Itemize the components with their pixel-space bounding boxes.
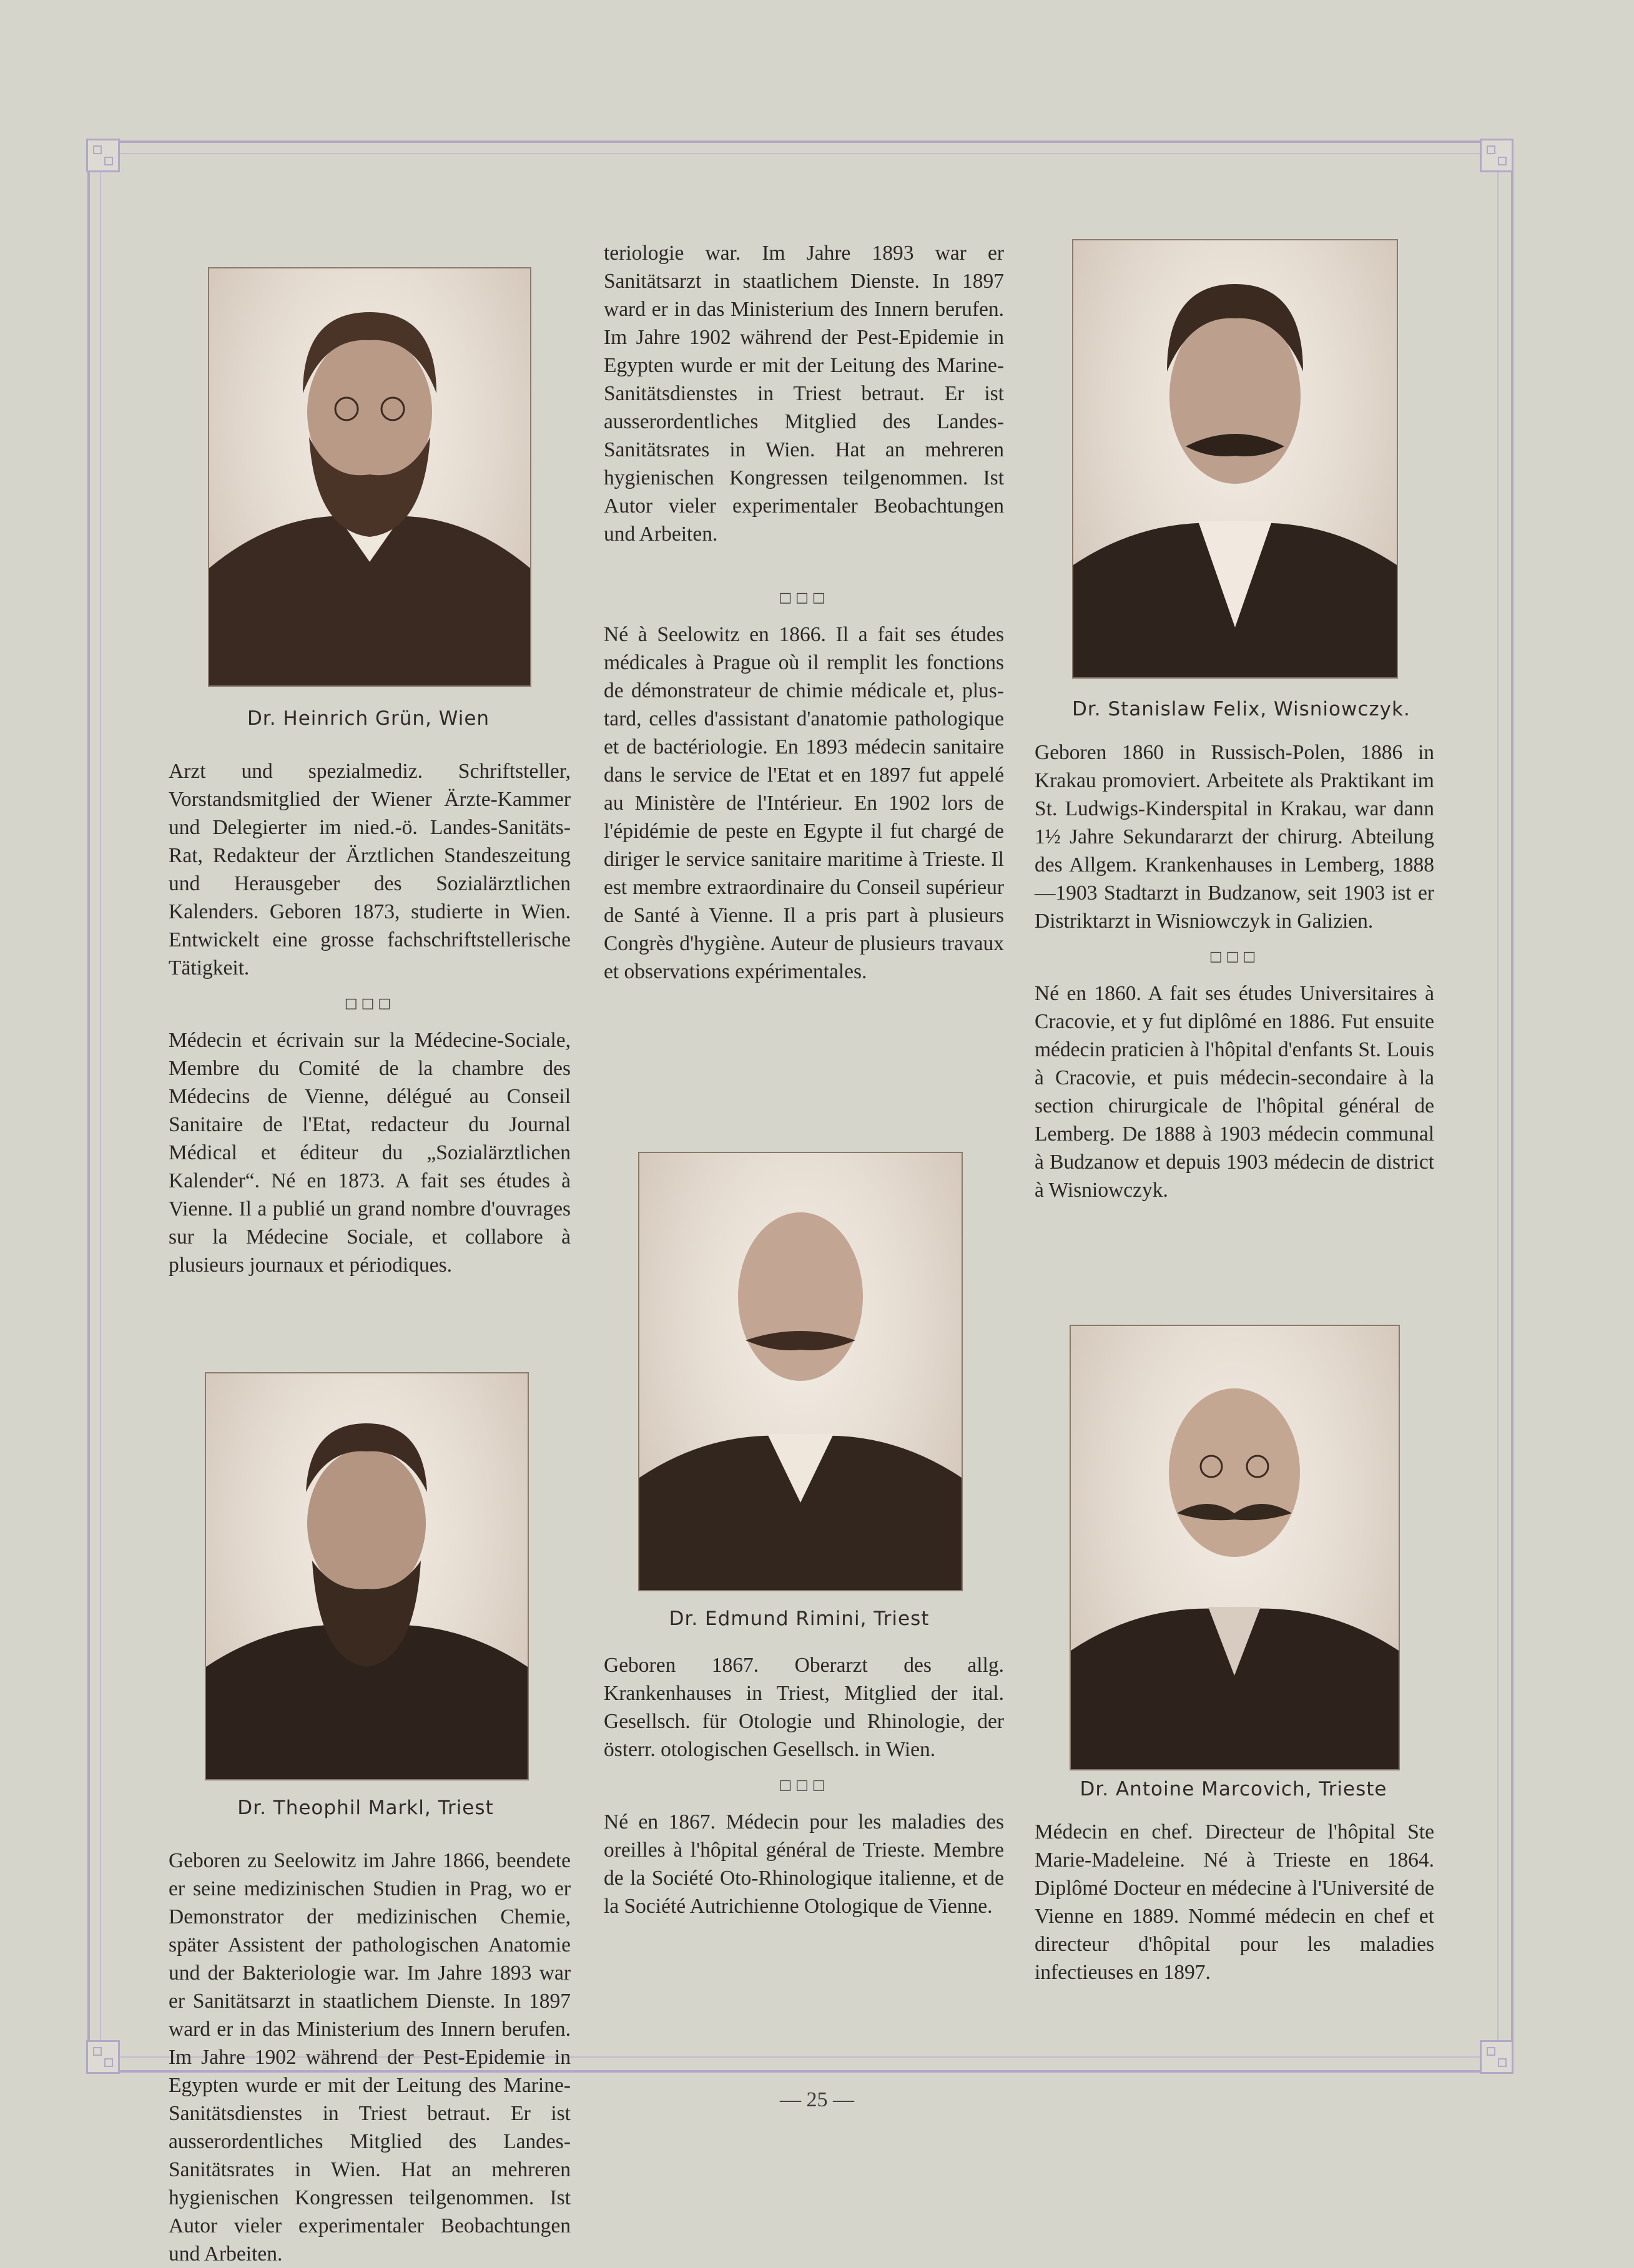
frame-corner-ornament xyxy=(1480,2040,1513,2074)
frame-corner-ornament xyxy=(86,139,120,172)
portrait-caption-rimini: Dr. Edmund Rimini, Triest xyxy=(669,1608,930,1630)
biography-felix xyxy=(1035,739,1434,1204)
biography-marcovich-french: Médecin en chef. Directeur de l'hôpital Ste Marie-Madeleine. Né à Trieste en 1864. Diplômé Docteur en médecine à l'Université de Vienne en 1889. Nommé médecin en chef et directeur d'hôpital pour les maladies infectieuses en 1897. xyxy=(1035,1820,1434,1984)
biography-markl-part2 xyxy=(604,239,1004,986)
frame-corner-ornament xyxy=(86,2040,120,2074)
biography-gruen xyxy=(169,757,571,1279)
portrait-photo-markl xyxy=(205,1372,529,1780)
biography-markl-german-continued: teriologie war. Im Jahre 1893 war er Sanitätsarzt in staatlichem Dienste. In 1897 ward er in das Ministerium des Innern berufen. Im Jahre 1902 während der Pest-Epidemie in Egypten wurde er mit der Leitung des Marine-Sanitätsdienstes in Triest betraut. Er ist ausserordentliches Mitglied des Landes-Sanitätsrates in Wien. Hat an mehreren hygienischen Kongressen teilgenommen. Ist Autor vieler experimentaler Beobachtungen und Arbeiten. xyxy=(604,242,1004,546)
portrait-photo-marcovich xyxy=(1070,1325,1400,1770)
biography-marcovich xyxy=(1035,1818,1434,1986)
portrait-photo-rimini xyxy=(638,1152,963,1591)
portrait-caption-markl: Dr. Theophil Markl, Triest xyxy=(237,1797,494,1819)
section-separator: □□□ xyxy=(779,1777,829,1793)
frame-corner-ornament xyxy=(1480,139,1513,172)
section-separator: □□□ xyxy=(779,590,829,606)
portrait-caption-gruen: Dr. Heinrich Grün, Wien xyxy=(247,707,490,730)
biography-markl-french: Né à Seelowitz en 1866. Il a fait ses études médicales à Prague où il remplit les fonctions de démonstrateur de chimie médicale et, plus-tard, celles d'assistant d'anatomie pathologique et de bactériologie. En 1893 médecin sanitaire dans le service de l'Etat et en 1897 fut appelé au Ministère de l'Intérieur. En 1902 lors de l'épidémie de peste en Egypte il fut chargé de diriger le service sanitaire maritime à Trieste. Il est membre extraordinaire du Conseil supérieur de Santé à Vienne. Il a pris part à plusieurs Congrès d'hygiène. Auteur de plusieurs travaux et observations expérimentales. xyxy=(604,623,1004,983)
portrait-caption-marcovich: Dr. Antoine Marcovich, Trieste xyxy=(1080,1778,1387,1800)
portrait-photo-gruen xyxy=(208,267,531,687)
biography-gruen-french: Médecin et écrivain sur la Médecine-Sociale, Membre du Comité de la chambre des Médecins de Vienne, délégué au Conseil Sanitaire de l'Etat, redacteur du Journal Médical et éditeur du „Sozialärztlichen Kalender“. Né en 1873. A fait ses études à Vienne. Il a publié un grand nombre d'ouvrages sur la Médecine Sociale, et collabore à plusieurs journaux et périodiques. xyxy=(169,1029,571,1277)
section-separator: □□□ xyxy=(344,996,395,1011)
biography-markl-part1 xyxy=(169,1847,571,2266)
biography-rimini-french: Né en 1867. Médecin pour les maladies des oreilles à l'hôpital général de Trieste. Membre de la Société Oto-Rhinologique italienne, et de la Société Autrichienne Otologique de Vienne. xyxy=(604,1810,1004,1918)
biography-markl-german: Geboren zu Seelowitz im Jahre 1866, beendete er seine medizinischen Studien in Prag, wo er Demonstrator der medizinischen Chemie, später Assistent der pathologischen Anatomie und der Bakteriologie war. Im Jahre 1893 war er Sanitätsarzt in staatlichem Dienste. In 1897 ward er in das Ministerium des Innern berufen. Im Jahre 1902 während der Pest-Epidemie in Egypten wurde er mit der Leitung des Marine-Sanitätsdienstes in Triest betraut. Er ist ausserordentliches Mitglied des Landes-Sanitätsrates in Wien. Hat an mehreren hygienischen Kongressen teilgenommen. Ist Autor vieler experimentaler Beobachtungen und Arbeiten. xyxy=(169,1849,571,2266)
portrait-photo-felix xyxy=(1072,239,1398,679)
section-separator: □□□ xyxy=(1209,949,1260,965)
biography-felix-german: Geboren 1860 in Russisch-Polen, 1886 in Krakau promoviert. Arbeitete als Praktikant im St. Ludwigs-Kinderspital in Krakau, war dann 1½ Jahre Sekundararzt der chirurg. Abteilung des Allgem. Krankenhauses in Lemberg, 1888—1903 Stadtarzt in Budzanow, seit 1903 ist er Distriktarzt in Wisniowczyk in Galizien. xyxy=(1035,741,1434,933)
biography-felix-french: Né en 1860. A fait ses études Universitaires à Cracovie, et y fut diplômé en 1886. Fut ensuite médecin praticien à l'hôpital d'enfants St. Louis à Cracovie, et puis médecin-secondaire à la section chirurgicale de l'hôpital général de Lemberg. De 1888 à 1903 médecin communal à Budzanow et depuis 1903 médecin de district à Wisniowczyk. xyxy=(1035,982,1434,1202)
biography-rimini xyxy=(604,1651,1004,1920)
portrait-caption-felix: Dr. Stanislaw Felix, Wisniowczyk. xyxy=(1072,698,1410,720)
page-number: — 25 — xyxy=(780,2088,854,2111)
biography-gruen-german: Arzt und spezialmediz. Schriftsteller, Vorstandsmitglied der Wiener Ärzte-Kammer und Delegierter im nied.-ö. Landes-Sanitäts-Rat, Redakteur der Ärztlichen Standeszeitung und Herausgeber des Sozialärztlichen Kalenders. Geboren 1873, studierte in Wien. Entwickelt eine grosse fachschriftstellerische Tätigkeit. xyxy=(169,760,571,979)
biography-rimini-german: Geboren 1867. Oberarzt des allg. Krankenhauses in Triest, Mitglied der ital. Gesellsch. für Otologie und Rhinologie, der österr. otologischen Gesellsch. in Wien. xyxy=(604,1654,1004,1761)
